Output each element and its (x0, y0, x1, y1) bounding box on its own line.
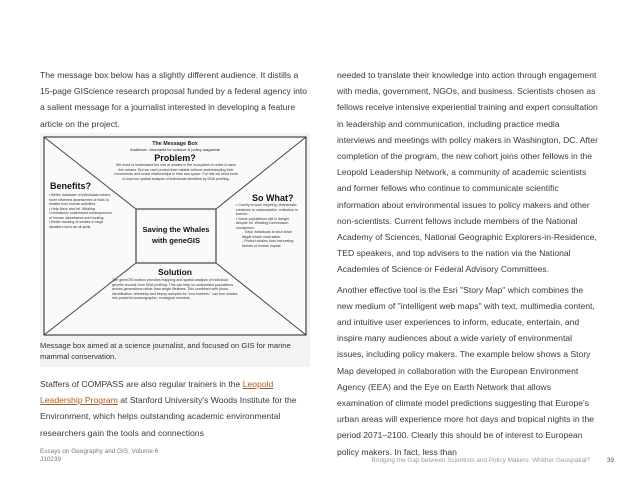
box-title: The Message Box (152, 141, 198, 147)
center-title-2: with geneGIS (151, 236, 201, 245)
sowhat-text-wrap (236, 203, 300, 303)
message-box-diagram (40, 133, 310, 339)
center-title-1: Saving the Whales (142, 225, 210, 234)
figure-caption: Message box aimed at a science journalist, and focused on GIS for marine mammal conservation. (40, 341, 291, 361)
benefit-item: • Better database of individuals means more informed assessment of risks to whales from human activities. (49, 193, 111, 206)
benefits-list (49, 193, 113, 229)
solution-title: Solution (158, 267, 192, 277)
benefits-text-wrap (49, 193, 113, 303)
right-column (337, 67, 599, 460)
footer-volume: Essays on Geography and GIS, Volume 6 (40, 448, 159, 455)
problem-text: We need to understand the role of whales in the ecosystem in order to save the oceans. But we can't protect their habitat without understanding their movements and social relationships in time and space. For this we need tools to improve spatial analysis of individuals identified by DNA profiling. (114, 163, 238, 181)
intro-paragraph (40, 67, 310, 132)
sowhat-list (236, 203, 300, 248)
problem-text-wrap (114, 163, 238, 205)
sowhat-title: So What? (252, 193, 294, 203)
leopold-leadership-link[interactable]: Leopold Leadership Program (40, 379, 274, 406)
sowhat-item: - Track individuals to shut down illegal whale meat sales. (242, 230, 293, 239)
audience-line: Audience: Journalist for science & policy magazine (129, 147, 221, 152)
solution-text: The geneGIS toolbox provides mapping and spatial analysis of individual genetic records from DNA profiling. This can help us understand populations across generations rather than single lifetimes. This combined with photo-identification, telemetry and biopsy samples for "eco-markers," can turn whales into powerful oceanographic, ecological monitors. (112, 278, 238, 301)
message-box-figure (40, 133, 310, 367)
compass-text-after: at Stanford University's Woods Institute for the Environment, which helps outstanding academic environmental researchers gain the tools and connections (40, 395, 297, 438)
sowhat-item: • Some populations still in danger despite Int. Whaling Commission moratorium. (236, 216, 290, 230)
footer-code: J10239 (40, 456, 61, 463)
footer-left (40, 448, 158, 464)
footer-title: Bridging the Gap between Scientists and Policy Makers: Whither Geospatial? (371, 457, 590, 464)
compass-text (40, 376, 310, 441)
story-map-paragraph: Another effective tool is the Esri "Story Map" which combines the new medium of "intelligent web maps" with text, multimedia content, and intuitive user experiences to inform, educate, entertain, and inspire many audiences about a wide variety of environmental issues, including policy makers. The example below shows a Story Map developed in collaboration with the European Environment Agency (EEA) and the Eye on Earth Network that allows examination of climate model predictions suggesting that Europe's urban areas will experience more hot days and tropical nights in the period 2071–2100. Clearly this should be of interest to European policy makers. In fact, less than (337, 284, 595, 457)
intro-text: The message box below has a slightly different audience. It distills a 15-page GIScience research proposal funded by a federal agency into a salient message for a journalist interested in developing a feature article on the project. (40, 70, 308, 129)
sowhat-item: • Cruelty to such inspiring, charismatic creatures is unacceptable, extinction is forever. (236, 203, 298, 216)
benefit-item: • Help Navy and Int. Whaling Commission understand consequences of human disturbance and hunting. (49, 206, 112, 220)
solution-text-wrap (112, 278, 240, 330)
compass-text-before: Staffers of COMPASS are also regular trainers in the (40, 379, 243, 389)
problem-title: Problem? (154, 153, 196, 163)
leopold-paragraph: needed to translate their knowledge into action through engagement with media, government, NGOs, and business. Scientists chosen as fellows receive intensive experiential training and expert consultation in leadership and communication, including practice media interviews and meetings with policy makers in Washington, DC. After completion of the program, the new cohort joins other fellows in the Leopold Leadership Network, a community of academic scientists and former fellows who continue to communicate scientific information about environmental issues to policy makers and other non-scientists. Current fellows include members of the National Academy of Sciences, National Geographic Explorers-in-Residence, TED speakers, and top advisers to the nation via the National Academies of Science or Federal Advisory Committees. (337, 70, 598, 275)
benefits-title: Benefits? (50, 181, 92, 191)
page-number: 39 (606, 457, 614, 464)
compass-paragraph (40, 376, 310, 441)
benefit-item: • Better tracking of whales in large disasters such as oil spills. (49, 220, 104, 229)
sowhat-item: - Protect whales from increasing threats of human impact. (242, 239, 294, 248)
